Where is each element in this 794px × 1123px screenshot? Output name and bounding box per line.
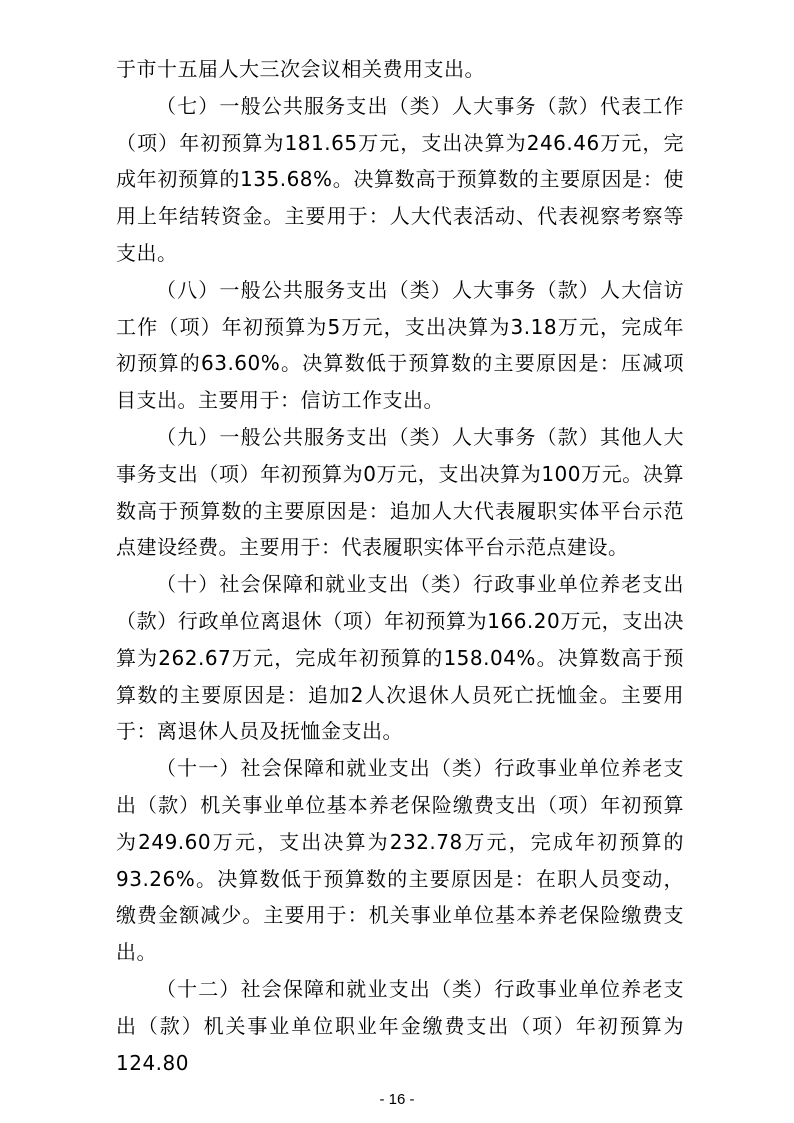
paragraph-occupational-annuity: （十二）社会保障和就业支出（类）行政事业单位养老支出（款）机关事业单位职业年金缴费支出（项）年初预算为124.80 bbox=[116, 976, 684, 1075]
paragraph-basic-pension: （十一）社会保障和就业支出（类）行政事业单位养老支出（款）机关事业单位基本养老保险缴费支出（项）年初预算为249.60万元，支出决算为232.78万元，完成年初预算的93.26%。决算数低于预算数的主要原因是：在职人员变动，缴费金额减少。主要用于：机关事业单位基本养老保险缴费支出。 bbox=[116, 756, 684, 965]
document-body bbox=[116, 51, 684, 1081]
page-number: - 16 - bbox=[379, 1091, 415, 1108]
paragraph-representative-work: （七）一般公共服务支出（类）人大事务（款）代表工作（项）年初预算为181.65万元，支出决算为246.46万元，完成年初预算的135.68%。决算数高于预算数的主要原因是：使用上年结转资金。主要用于：人大代表活动、代表视察考察等支出。 bbox=[116, 93, 684, 265]
paragraph-other-affairs: （九）一般公共服务支出（类）人大事务（款）其他人大事务支出（项）年初预算为0万元，支出决算为100万元。决算数高于预算数的主要原因是：追加人大代表履职实体平台示范点建设经费。主要用于：代表履职实体平台示范点建设。 bbox=[116, 424, 684, 560]
paragraph-petition-work: （八）一般公共服务支出（类）人大事务（款）人大信访工作（项）年初预算为5万元，支出决算为3.18万元，完成年初预算的63.60%。决算数低于预算数的主要原因是：压减项目支出。主要用于：信访工作支出。 bbox=[116, 277, 684, 413]
paragraph-continuation: 于市十五届人大三次会议相关费用支出。 bbox=[116, 57, 485, 81]
paragraph-retirement: （十）社会保障和就业支出（类）行政事业单位养老支出（款）行政单位离退休（项）年初预算为166.20万元，支出决算为262.67万元，完成年初预算的158.04%。决算数高于预算数的主要原因是：追加2人次退休人员死亡抚恤金。主要用于：离退休人员及抚恤金支出。 bbox=[116, 572, 684, 744]
